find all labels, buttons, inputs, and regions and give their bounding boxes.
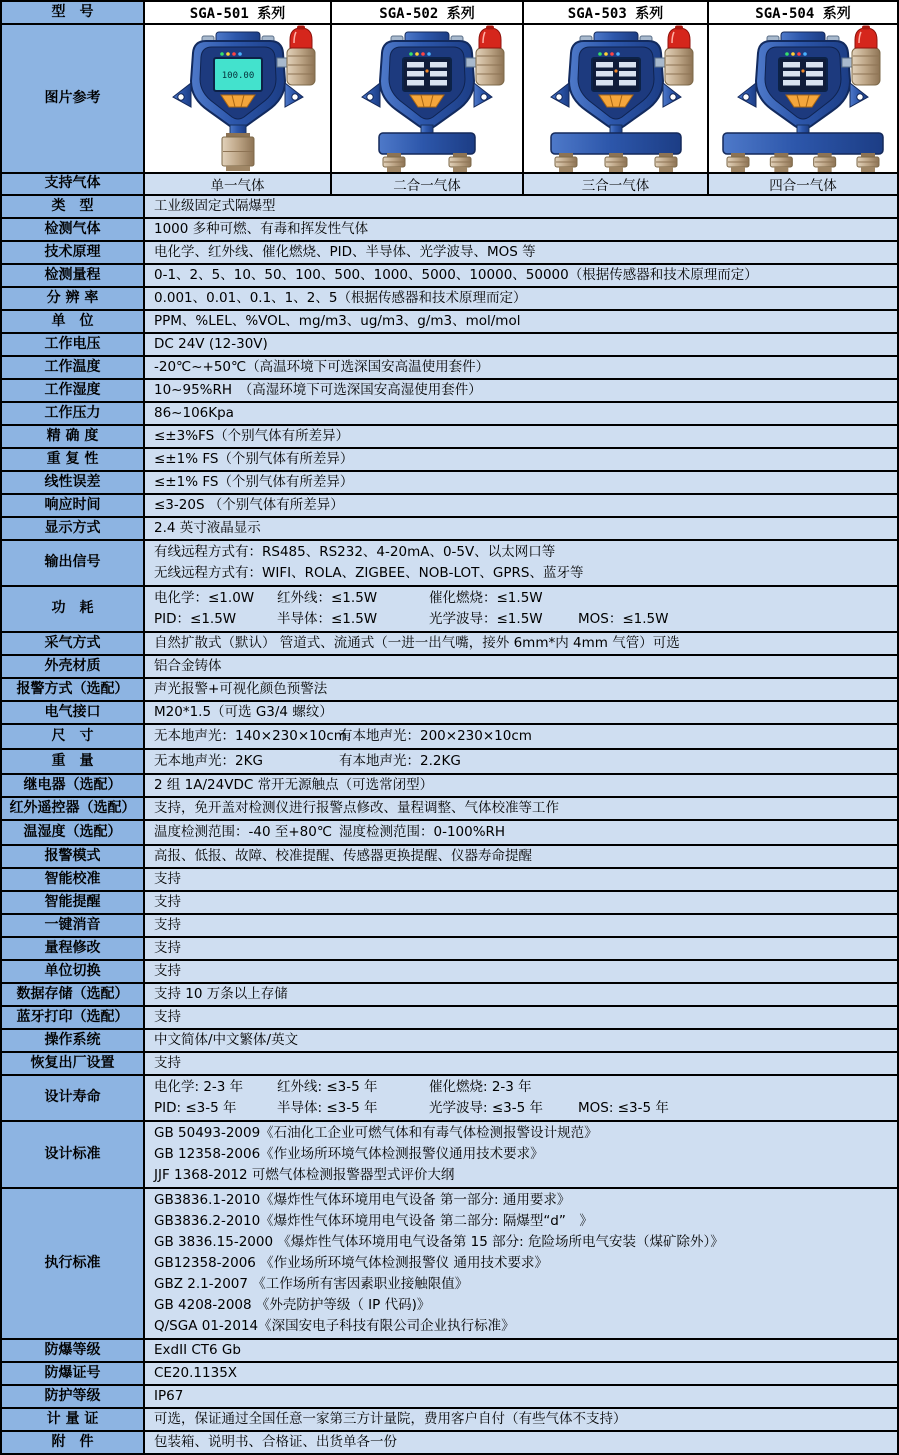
spec-row xyxy=(2,265,899,288)
row-value: 10~95%RH （高湿环境下可选深国安高湿使用套件） xyxy=(145,380,899,403)
row-value: GB 50493-2009《石油化工企业可燃气体和有毒气体检测报警设计规范》 GB 12358-2006《作业场所环境气体检测报警仪通用技术要求》 JJF 1368-2012 可燃气体检测报警器型式评价大纲 xyxy=(145,1122,899,1189)
spec-row xyxy=(2,1030,899,1053)
spec-row xyxy=(2,846,899,869)
row-label: 防爆等级 xyxy=(2,1340,145,1363)
row-value: 支持 xyxy=(145,961,899,984)
spec-row xyxy=(2,1340,899,1363)
row-value: 电化学：≤1.0W 红外线：≤1.5W 催化燃烧：≤1.5W PID：≤1.5W 半导体：≤1.5W 光学波导：≤1.5W MOS：≤1.5W xyxy=(145,587,899,633)
row-value: 中文简体/中文繁体/英文 xyxy=(145,1030,899,1053)
row-label: 类 型 xyxy=(2,196,145,219)
row-label: 重 量 xyxy=(2,750,145,775)
row-value: 支持 xyxy=(145,915,899,938)
row-label: 电气接口 xyxy=(2,702,145,725)
row-value: 有线远程方式有：RS485、RS232、4-20mA、0-5V、以太网口等 无线远程方式有：WIFI、ROLA、ZIGBEE、NOB-LOT、GPRS、蓝牙等 xyxy=(145,541,899,587)
spec-row xyxy=(2,1432,899,1455)
row-value: 支持 xyxy=(145,1007,899,1030)
spec-row xyxy=(2,725,899,750)
spec-row xyxy=(2,775,899,798)
row-value: ≤3-20S （个别气体有所差异） xyxy=(145,495,899,518)
image-row xyxy=(2,25,899,174)
spec-row xyxy=(2,403,899,426)
row-label: 重 复 性 xyxy=(2,449,145,472)
row-label: 功 耗 xyxy=(2,587,145,633)
device-image-sga-501 xyxy=(145,25,332,174)
row-label: 防爆证号 xyxy=(2,1363,145,1386)
row-label: 蓝牙打印（选配） xyxy=(2,1007,145,1030)
spec-row xyxy=(2,798,899,821)
row-label: 检测气体 xyxy=(2,219,145,242)
row-label: 外壳材质 xyxy=(2,656,145,679)
row-label: 输出信号 xyxy=(2,541,145,587)
spec-row xyxy=(2,541,899,587)
row-value: ≤±1% FS（个别气体有所差异） xyxy=(145,472,899,495)
spec-row xyxy=(2,656,899,679)
gas-detector-illustration xyxy=(339,25,515,173)
gas-type-4: 四合一气体 xyxy=(709,174,899,196)
row-value: 支持 xyxy=(145,938,899,961)
spec-row xyxy=(2,219,899,242)
row-label: 数据存储（选配） xyxy=(2,984,145,1007)
spec-row xyxy=(2,679,899,702)
spec-row xyxy=(2,242,899,265)
row-label: 一键消音 xyxy=(2,915,145,938)
row-value: M20*1.5（可选 G3/4 螺纹） xyxy=(145,702,899,725)
row-label: 执行标准 xyxy=(2,1189,145,1340)
row-value: DC 24V (12-30V) xyxy=(145,334,899,357)
row-value: 0-1、2、5、10、50、100、500、1000、5000、10000、50000（根据传感器和技术原理而定） xyxy=(145,265,899,288)
spec-row xyxy=(2,892,899,915)
spec-row xyxy=(2,1363,899,1386)
spec-row xyxy=(2,472,899,495)
row-label: 工作湿度 xyxy=(2,380,145,403)
row-value: 86~106Kpa xyxy=(145,403,899,426)
spec-row xyxy=(2,426,899,449)
row-value: 支持 xyxy=(145,892,899,915)
row-label: 检测量程 xyxy=(2,265,145,288)
row-value: 无本地声光：140×230×10cm有本地声光：200×230×10cm xyxy=(145,725,899,750)
row-label: 恢复出厂设置 xyxy=(2,1053,145,1076)
row-value: ≤±3%FS（个别气体有所差异） xyxy=(145,426,899,449)
gas-type-3: 三合一气体 xyxy=(524,174,709,196)
row-value: IP67 xyxy=(145,1386,899,1409)
row-label: 温湿度（选配） xyxy=(2,821,145,846)
row-value: 高报、低报、故障、校准提醒、传感器更换提醒、仪器寿命提醒 xyxy=(145,846,899,869)
spec-row xyxy=(2,311,899,334)
row-value: 1000 多种可燃、有毒和挥发性气体 xyxy=(145,219,899,242)
spec-row xyxy=(2,750,899,775)
spec-row xyxy=(2,1189,899,1340)
row-value: GB3836.1-2010《爆炸性气体环境用电气设备 第一部分: 通用要求》 GB3836.2-2010《爆炸性气体环境用电气设备 第二部分: 隔爆型“d” 》 GB 3836.15-2000 《爆炸性气体环境用电气设备第 15 部分: 危险场所电气安装（煤矿除外）》 GB12358-2006 《作业场所环境气体检测报警仪 通用技术要求》 GBZ 2.1-2007 《工作场所有害因素职业接触限值》 GB 4208-2008 《外壳防护等级（ IP 代码)》 Q/SGA 01-2014《深国安电子科技有限公司企业执行标准》 xyxy=(145,1189,899,1340)
spec-row xyxy=(2,821,899,846)
spec-row xyxy=(2,938,899,961)
row-label: 型 号 xyxy=(2,2,145,25)
spec-row xyxy=(2,984,899,1007)
device-image-sga-502 xyxy=(332,25,524,174)
row-value: 2 组 1A/24VDC 常开无源触点（可选常闭型） xyxy=(145,775,899,798)
row-label: 附 件 xyxy=(2,1432,145,1455)
row-label: 操作系统 xyxy=(2,1030,145,1053)
device-image-sga-504 xyxy=(709,25,899,174)
gas-row xyxy=(2,174,899,196)
row-label: 继电器（选配） xyxy=(2,775,145,798)
row-label: 量程修改 xyxy=(2,938,145,961)
row-value: ≤±1% FS（个别气体有所差异） xyxy=(145,449,899,472)
spec-row xyxy=(2,702,899,725)
row-label: 图片参考 xyxy=(2,25,145,174)
model-header-4: SGA-504 系列 xyxy=(709,2,899,25)
spec-row xyxy=(2,1076,899,1122)
row-value: 铝合金铸体 xyxy=(145,656,899,679)
row-label: 智能提醒 xyxy=(2,892,145,915)
row-label: 线性误差 xyxy=(2,472,145,495)
row-label: 单 位 xyxy=(2,311,145,334)
row-label: 工作电压 xyxy=(2,334,145,357)
row-label: 技术原理 xyxy=(2,242,145,265)
spec-row xyxy=(2,1122,899,1189)
spec-row xyxy=(2,449,899,472)
gas-type-1: 单一气体 xyxy=(145,174,332,196)
spec-row xyxy=(2,334,899,357)
row-value: 支持 xyxy=(145,869,899,892)
row-value: 2.4 英寸液晶显示 xyxy=(145,518,899,541)
spec-row xyxy=(2,1386,899,1409)
row-label: 响应时间 xyxy=(2,495,145,518)
model-header-3: SGA-503 系列 xyxy=(524,2,709,25)
row-label: 采气方式 xyxy=(2,633,145,656)
row-value: 可选，保证通过全国任意一家第三方计量院，费用客户自付（有些气体不支持） xyxy=(145,1409,899,1432)
device-image-sga-503 xyxy=(524,25,709,174)
row-label: 报警模式 xyxy=(2,846,145,869)
row-value: 包装箱、说明书、合格证、出货单各一份 xyxy=(145,1432,899,1455)
row-label: 工作压力 xyxy=(2,403,145,426)
row-label: 设计标准 xyxy=(2,1122,145,1189)
spec-row xyxy=(2,961,899,984)
spec-row xyxy=(2,1409,899,1432)
row-label: 设计寿命 xyxy=(2,1076,145,1122)
spec-row xyxy=(2,1007,899,1030)
model-header-row xyxy=(2,2,899,25)
model-header-2: SGA-502 系列 xyxy=(332,2,524,25)
spec-row xyxy=(2,495,899,518)
spec-row xyxy=(2,587,899,633)
row-label: 单位切换 xyxy=(2,961,145,984)
spec-row xyxy=(2,288,899,311)
row-label: 报警方式（选配） xyxy=(2,679,145,702)
row-label: 分 辨 率 xyxy=(2,288,145,311)
row-value: 自然扩散式（默认） 管道式、流通式（一进一出气嘴，接外 6mm*内 4mm 气管）可选 xyxy=(145,633,899,656)
row-value: 电化学: 2-3 年 红外线: ≤3-5 年 催化燃烧: 2-3 年 PID: ≤3-5 年 半导体: ≤3-5 年 光学波导: ≤3-5 年 MOS: ≤3-5 年 xyxy=(145,1076,899,1122)
row-value: 支持 xyxy=(145,1053,899,1076)
row-label: 精 确 度 xyxy=(2,426,145,449)
spec-row xyxy=(2,518,899,541)
row-value: 无本地声光：2KG 有本地声光：2.2KG xyxy=(145,750,899,775)
row-value: 支持，免开盖对检测仪进行报警点修改、量程调整、气体校准等工作 xyxy=(145,798,899,821)
row-value: 电化学、红外线、催化燃烧、PID、半导体、光学波导、MOS 等 xyxy=(145,242,899,265)
row-label: 工作温度 xyxy=(2,357,145,380)
svg-text:100.00: 100.00 xyxy=(221,70,254,81)
row-value: 温度检测范围：-40 至+80℃ 湿度检测范围：0-100%RH xyxy=(145,821,899,846)
row-value: CE20.1135X xyxy=(145,1363,899,1386)
spec-row xyxy=(2,633,899,656)
row-label: 智能校准 xyxy=(2,869,145,892)
row-value: 支持 10 万条以上存储 xyxy=(145,984,899,1007)
row-value: 0.001、0.01、0.1、1、2、5（根据传感器和技术原理而定） xyxy=(145,288,899,311)
row-value: -20℃~+50℃（高温环境下可选深国安高温使用套件） xyxy=(145,357,899,380)
gas-detector-illustration xyxy=(528,25,704,173)
gas-detector-illustration xyxy=(715,25,891,173)
spec-row xyxy=(2,915,899,938)
row-label: 显示方式 xyxy=(2,518,145,541)
row-value: PPM、%LEL、%VOL、mg/m3、ug/m3、g/m3、mol/mol xyxy=(145,311,899,334)
spec-row xyxy=(2,1053,899,1076)
row-label: 支持气体 xyxy=(2,174,145,196)
row-label: 防护等级 xyxy=(2,1386,145,1409)
spec-row xyxy=(2,380,899,403)
row-value: ExdII CT6 Gb xyxy=(145,1340,899,1363)
gas-detector-illustration xyxy=(150,25,326,173)
row-label: 红外遥控器（选配） xyxy=(2,798,145,821)
spec-row xyxy=(2,196,899,219)
model-header-1: SGA-501 系列 xyxy=(145,2,332,25)
row-label: 尺 寸 xyxy=(2,725,145,750)
row-label: 计 量 证 xyxy=(2,1409,145,1432)
spec-row xyxy=(2,869,899,892)
row-value: 工业级固定式隔爆型 xyxy=(145,196,899,219)
row-value: 声光报警+可视化颜色预警法 xyxy=(145,679,899,702)
spec-row xyxy=(2,357,899,380)
gas-type-2: 二合一气体 xyxy=(332,174,524,196)
